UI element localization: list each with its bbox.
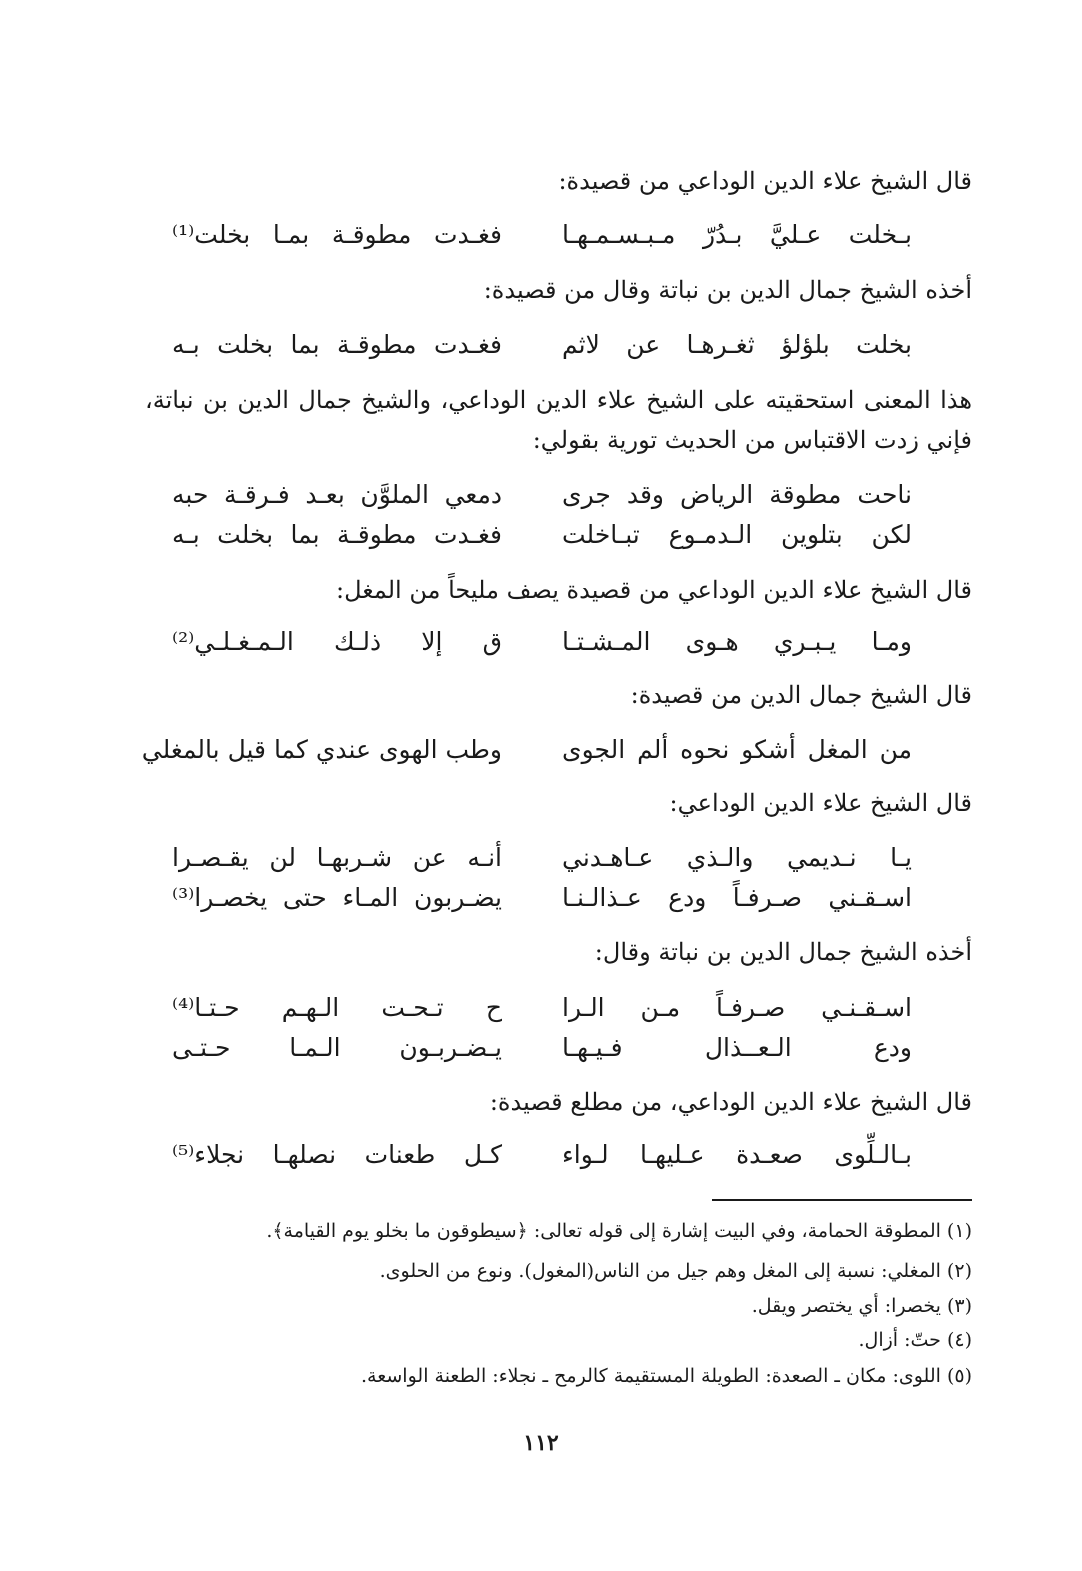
verse (172, 325, 912, 365)
footnote: (٤) حتّ: أزال. (858, 1329, 972, 1351)
first-hemistich: يـا نـديمي والـذي عـاهـدني (562, 843, 912, 872)
second-hemistich: أنـه عن شـربهـا لن يقـصـرا (172, 843, 502, 872)
first-hemistich: بخلت بلؤلؤ ثغـرهـا عن لاثم (562, 330, 912, 359)
first-hemistich: لكن بتلوين الـدمـوع تبـاخلت (562, 520, 912, 549)
second-hemistich: كـل طعنات نصلهـا نجلاء⁽⁵⁾ (172, 1140, 502, 1169)
verse (172, 622, 912, 662)
footnote: (١) المطوقة الحمامة، وفي البيت إشارة إلى قوله تعالى: ﴿سيطوقون ما بخلو يوم القيامة﴾. (266, 1220, 972, 1242)
second-hemistich: ح تـحـت الـهـم حـتـا⁽⁴⁾ (172, 993, 502, 1022)
first-hemistich: بـخلت عـليَّ بـدُرّ مـبـسـمـهـا (562, 220, 912, 249)
verse (172, 988, 912, 1028)
heading-line: قال الشيخ علاء الدين الوداعي: (669, 789, 972, 817)
heading-line: قال الشيخ علاء الدين الوداعي من قصيدة: (558, 167, 972, 195)
heading-line: قال الشيخ علاء الدين الوداعي من قصيدة يصف مليحاً من المغل: (336, 576, 972, 604)
heading-line: قال الشيخ علاء الدين الوداعي، من مطلع قصيدة: (489, 1088, 972, 1116)
verse (172, 838, 912, 878)
footnote: (٥) اللوى: مكان ـ الصعدة: الطويلة المستقيمة كالرمح ـ نجلاء: الطعنة الواسعة. (361, 1365, 972, 1387)
first-hemistich: ودع الـعــذال فـيـهـا (562, 1033, 912, 1062)
footnote: (٢) المغلي: نسبة إلى المغل وهم جيل من الناس(المغول). ونوع من الحلوى. (379, 1260, 972, 1282)
second-hemistich: يضـربون المـاء حتى يخصـرا⁽³⁾ (172, 883, 502, 912)
second-hemistich: فغـدت مطوقـة بمـا بخلت⁽¹⁾ (172, 220, 502, 249)
verse (172, 878, 912, 918)
first-hemistich: ناحت مطوقة الرياض وقد جرى (562, 480, 912, 509)
first-hemistich: ومـا يـبـري هـوى المـشـتـا (562, 627, 912, 656)
heading-line: أخذه الشيخ جمال الدين بن نباتة وقال: (594, 938, 972, 966)
verse (172, 475, 912, 515)
verse (172, 1028, 912, 1068)
first-hemistich: من المغل أشكو نحوه ألم الجوى (562, 735, 912, 764)
second-hemistich: وطب الهوى عندي كما قيل بالمغلي (141, 735, 502, 764)
heading-line: أخذه الشيخ جمال الدين بن نباتة وقال من قصيدة: (483, 276, 972, 304)
verse (141, 730, 912, 770)
prose-paragraph: هذا المعنى استحقيته على الشيخ علاء الدين الوداعي، والشيخ جمال الدين بن نباتة، فإني زدت الاقتباس من الحديث تورية بقولي: (145, 386, 972, 454)
verse (172, 515, 912, 555)
first-hemistich: اسـقـني صـرفـاً ودع عـذالـنـا (562, 883, 912, 912)
footnote-divider (712, 1199, 972, 1201)
second-hemistich: يـضـربـون الـمـا حـتـى (172, 1033, 502, 1062)
first-hemistich: بـالـلِّوى صعـدة عـليهـا لـواء (562, 1140, 912, 1169)
heading-line: قال الشيخ جمال الدين من قصيدة: (630, 681, 972, 709)
verse (172, 215, 912, 255)
second-hemistich: دمعي الملوَّن بعـد فـرقـة حبه (172, 480, 502, 509)
first-hemistich: اسـقـنـي صـرفـاً مـن الـرا (562, 993, 912, 1022)
second-hemistich: فغـدت مطوقـة بما بخلت بـه (172, 330, 502, 359)
page-number: ١١٢ (523, 1430, 559, 1456)
verse (172, 1135, 912, 1175)
footnote: (٣) يخصرا: أي يختصر ويقل. (751, 1295, 972, 1317)
second-hemistich: ق إلا ذلـك الـمـغـلـي⁽²⁾ (172, 627, 502, 656)
second-hemistich: فغـدت مطوقـة بما بخلت بـه (172, 520, 502, 549)
